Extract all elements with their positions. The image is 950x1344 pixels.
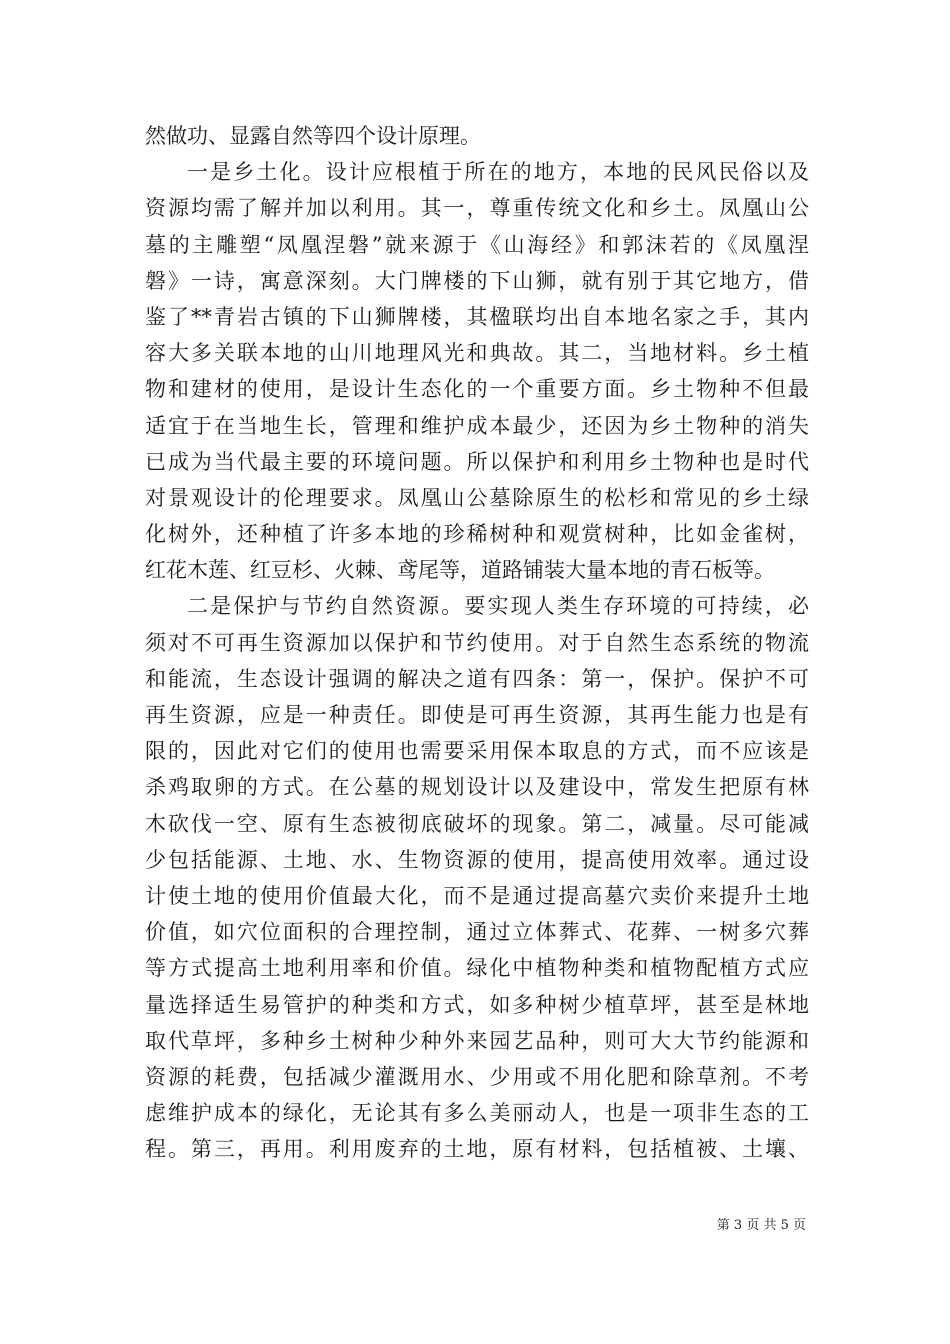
- text-line: 少包括能源、土地、水、生物资源的使用，提高使用效率。通过设: [145, 847, 809, 872]
- text-line: 红花木莲、红豆杉、火棘、鸢尾等，道路铺装大量本地的青石板等。: [145, 558, 775, 583]
- text-line: 须对不可再生资源加以保护和节约使用。对于自然生态系统的物流: [145, 630, 809, 655]
- text-line: 鉴了**青岩古镇的下山狮牌楼，其楹联均出自本地名家之手，其内: [145, 304, 809, 329]
- text-line: 取代草坪，多种乡土树种少种外来园艺品种，则可大大节约能源和: [145, 1028, 809, 1053]
- text-line: 量选择适生易管护的种类和方式，如多种树少植草坪，甚至是林地: [145, 992, 809, 1017]
- text-line: 限的，因此对它们的使用也需要采用保本取息的方式，而不应该是: [145, 739, 809, 764]
- text-line: 资源的耗费，包括减少灌溉用水、少用或不用化肥和除草剂。不考: [145, 1064, 809, 1089]
- text-line: 计使土地的使用价值最大化，而不是通过提高墓穴卖价来提升土地: [145, 883, 809, 908]
- text-line: 木砍伐一空、原有生态被彻底破坏的现象。第二，减量。尽可能减: [145, 811, 809, 836]
- text-line: 对景观设计的伦理要求。凤凰山公墓除原生的松杉和常见的乡土绿: [145, 485, 809, 510]
- text-line: 再生资源，应是一种责任。即使是可再生资源，其再生能力也是有: [145, 703, 809, 727]
- text-line: 然做功、显露自然等四个设计原理。: [145, 124, 481, 148]
- text-line: 已成为当代最主要的环境问题。所以保护和利用乡土物种也是时代: [145, 449, 809, 474]
- text-line: 一是乡土化。设计应根植于所在的地方，本地的民风民俗以及: [187, 160, 809, 185]
- text-line: 二是保护与节约自然资源。要实现人类生存环境的可持续，必: [187, 594, 809, 619]
- text-line: 墓的主雕塑“凤凰涅磐”就来源于《山海经》和郭沫若的《凤凰涅: [145, 232, 809, 257]
- text-line: 容大多关联本地的山川地理风光和典故。其二，当地材料。乡土植: [145, 341, 809, 366]
- text-line: 程。第三，再用。利用废弃的土地，原有材料，包括植被、土壤、: [145, 1137, 809, 1162]
- page-number-footer: 第 3 页 共 5 页: [716, 1218, 806, 1233]
- text-line: 虑维护成本的绿化，无论其有多么美丽动人，也是一项非生态的工: [145, 1101, 809, 1126]
- text-line: 适宜于在当地生长，管理和维护成本最少，还因为乡土物种的消失: [145, 413, 809, 438]
- body-text: [145, 118, 809, 1167]
- text-line: 资源均需了解并加以利用。其一，尊重传统文化和乡土。凤凰山公: [145, 196, 809, 221]
- text-line: 等方式提高土地利用率和价值。绿化中植物种类和植物配植方式应: [145, 956, 809, 981]
- text-line: 化树外，还种植了许多本地的珍稀树种和观赏树种，比如金雀树，: [145, 522, 809, 547]
- text-line: 价值，如穴位面积的合理控制，通过立体葬式、花葬、一树多穴葬: [145, 920, 809, 945]
- text-line: 和能流，生态设计强调的解决之道有四条：第一，保护。保护不可: [145, 666, 809, 691]
- text-line: 磐》一诗，寓意深刻。大门牌楼的下山狮，就有别于其它地方，借: [145, 268, 809, 293]
- text-line: 物和建材的使用，是设计生态化的一个重要方面。乡土物种不但最: [145, 377, 809, 402]
- text-line: 杀鸡取卵的方式。在公墓的规划设计以及建设中，常发生把原有林: [145, 775, 809, 800]
